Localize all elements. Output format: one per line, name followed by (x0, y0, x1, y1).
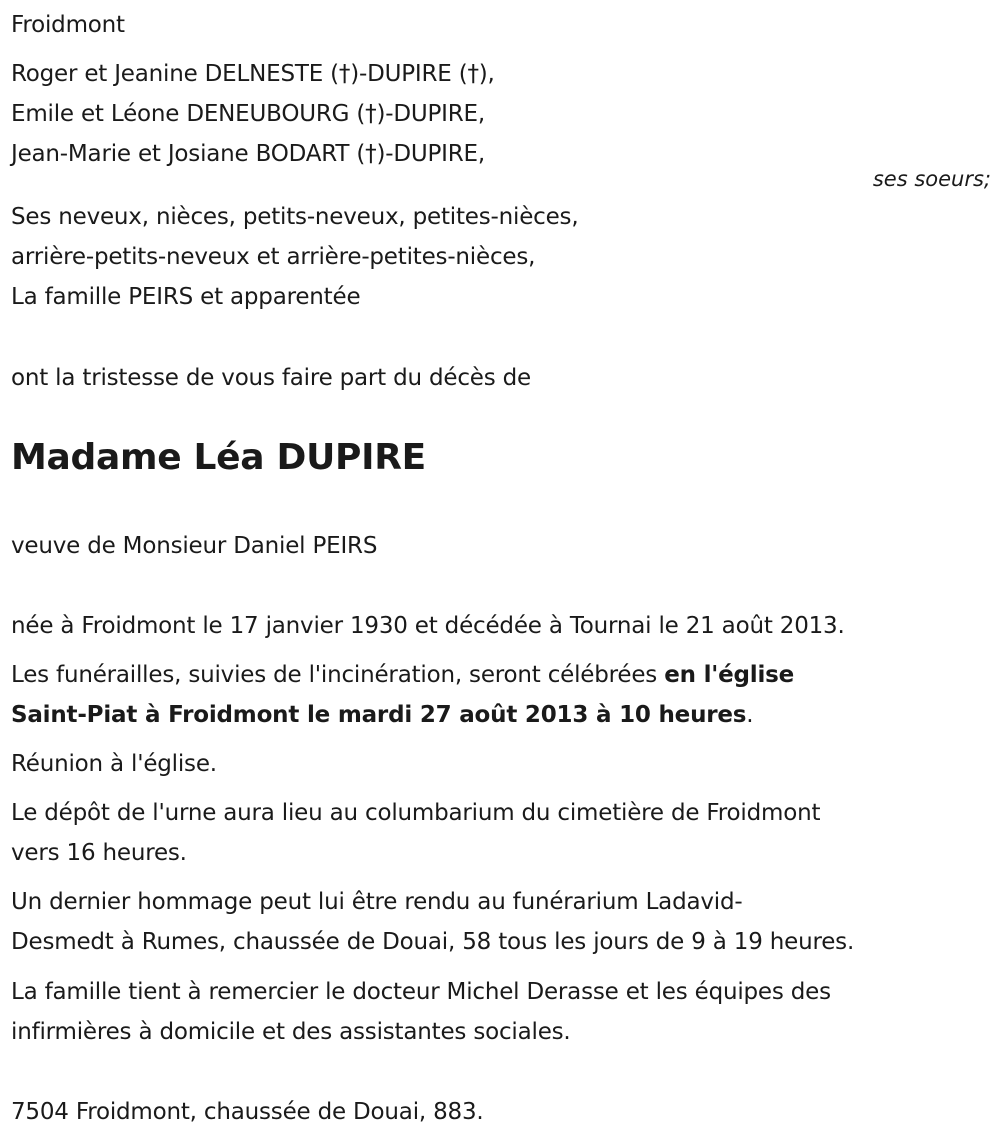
relatives-line-1: Ses neveux, nièces, petits-neveux, petites-nièces, (11, 204, 579, 230)
family-line-3: Jean-Marie et Josiane BODART (†)-DUPIRE, (11, 141, 485, 167)
address-text: 7504 Froidmont, chaussée de Douai, 883. (11, 1099, 484, 1125)
relatives-line-3: La famille PEIRS et apparentée (11, 284, 361, 310)
urn-line-1: Le dépôt de l'urne aura lieu au columbarium du cimetière de Froidmont (11, 800, 821, 826)
relatives-line-2: arrière-petits-neveux et arrière-petites-nièces, (11, 244, 536, 270)
urn-line-2: vers 16 heures. (11, 840, 187, 866)
town-heading: Froidmont (11, 12, 125, 38)
funeral-intro: Les funérailles, suivies de l'incinération, seront célébrées (11, 662, 665, 688)
sisters-note: ses soeurs; (872, 167, 991, 191)
widow-of-text: veuve de Monsieur Daniel PEIRS (11, 533, 378, 559)
thanks-line-1: La famille tient à remercier le docteur Michel Derasse et les équipes des (11, 979, 831, 1005)
funeral-line-2 (11, 700, 753, 730)
homage-line-1: Un dernier hommage peut lui être rendu au funérarium Ladavid- (11, 889, 743, 915)
birth-death-text: née à Froidmont le 17 janvier 1930 et décédée à Tournai le 21 août 2013. (11, 613, 845, 639)
family-line-2: Emile et Léone DENEUBOURG (†)-DUPIRE, (11, 101, 485, 127)
funeral-church: en l'église (664, 662, 795, 688)
funeral-end: . (746, 702, 754, 728)
family-line-1: Roger et Jeanine DELNESTE (†)-DUPIRE (†), (11, 61, 495, 87)
deceased-name: Madame Léa DUPIRE (11, 437, 426, 478)
announcement-text: ont la tristesse de vous faire part du décès de (11, 365, 531, 391)
homage-line-2: Desmedt à Rumes, chaussée de Douai, 58 tous les jours de 9 à 19 heures. (11, 929, 855, 955)
funeral-line-1 (11, 660, 794, 690)
meeting-text: Réunion à l'église. (11, 751, 217, 777)
funeral-date-place: Saint-Piat à Froidmont le mardi 27 août 2013 à 10 heures (11, 702, 747, 728)
thanks-line-2: infirmières à domicile et des assistantes sociales. (11, 1019, 571, 1045)
